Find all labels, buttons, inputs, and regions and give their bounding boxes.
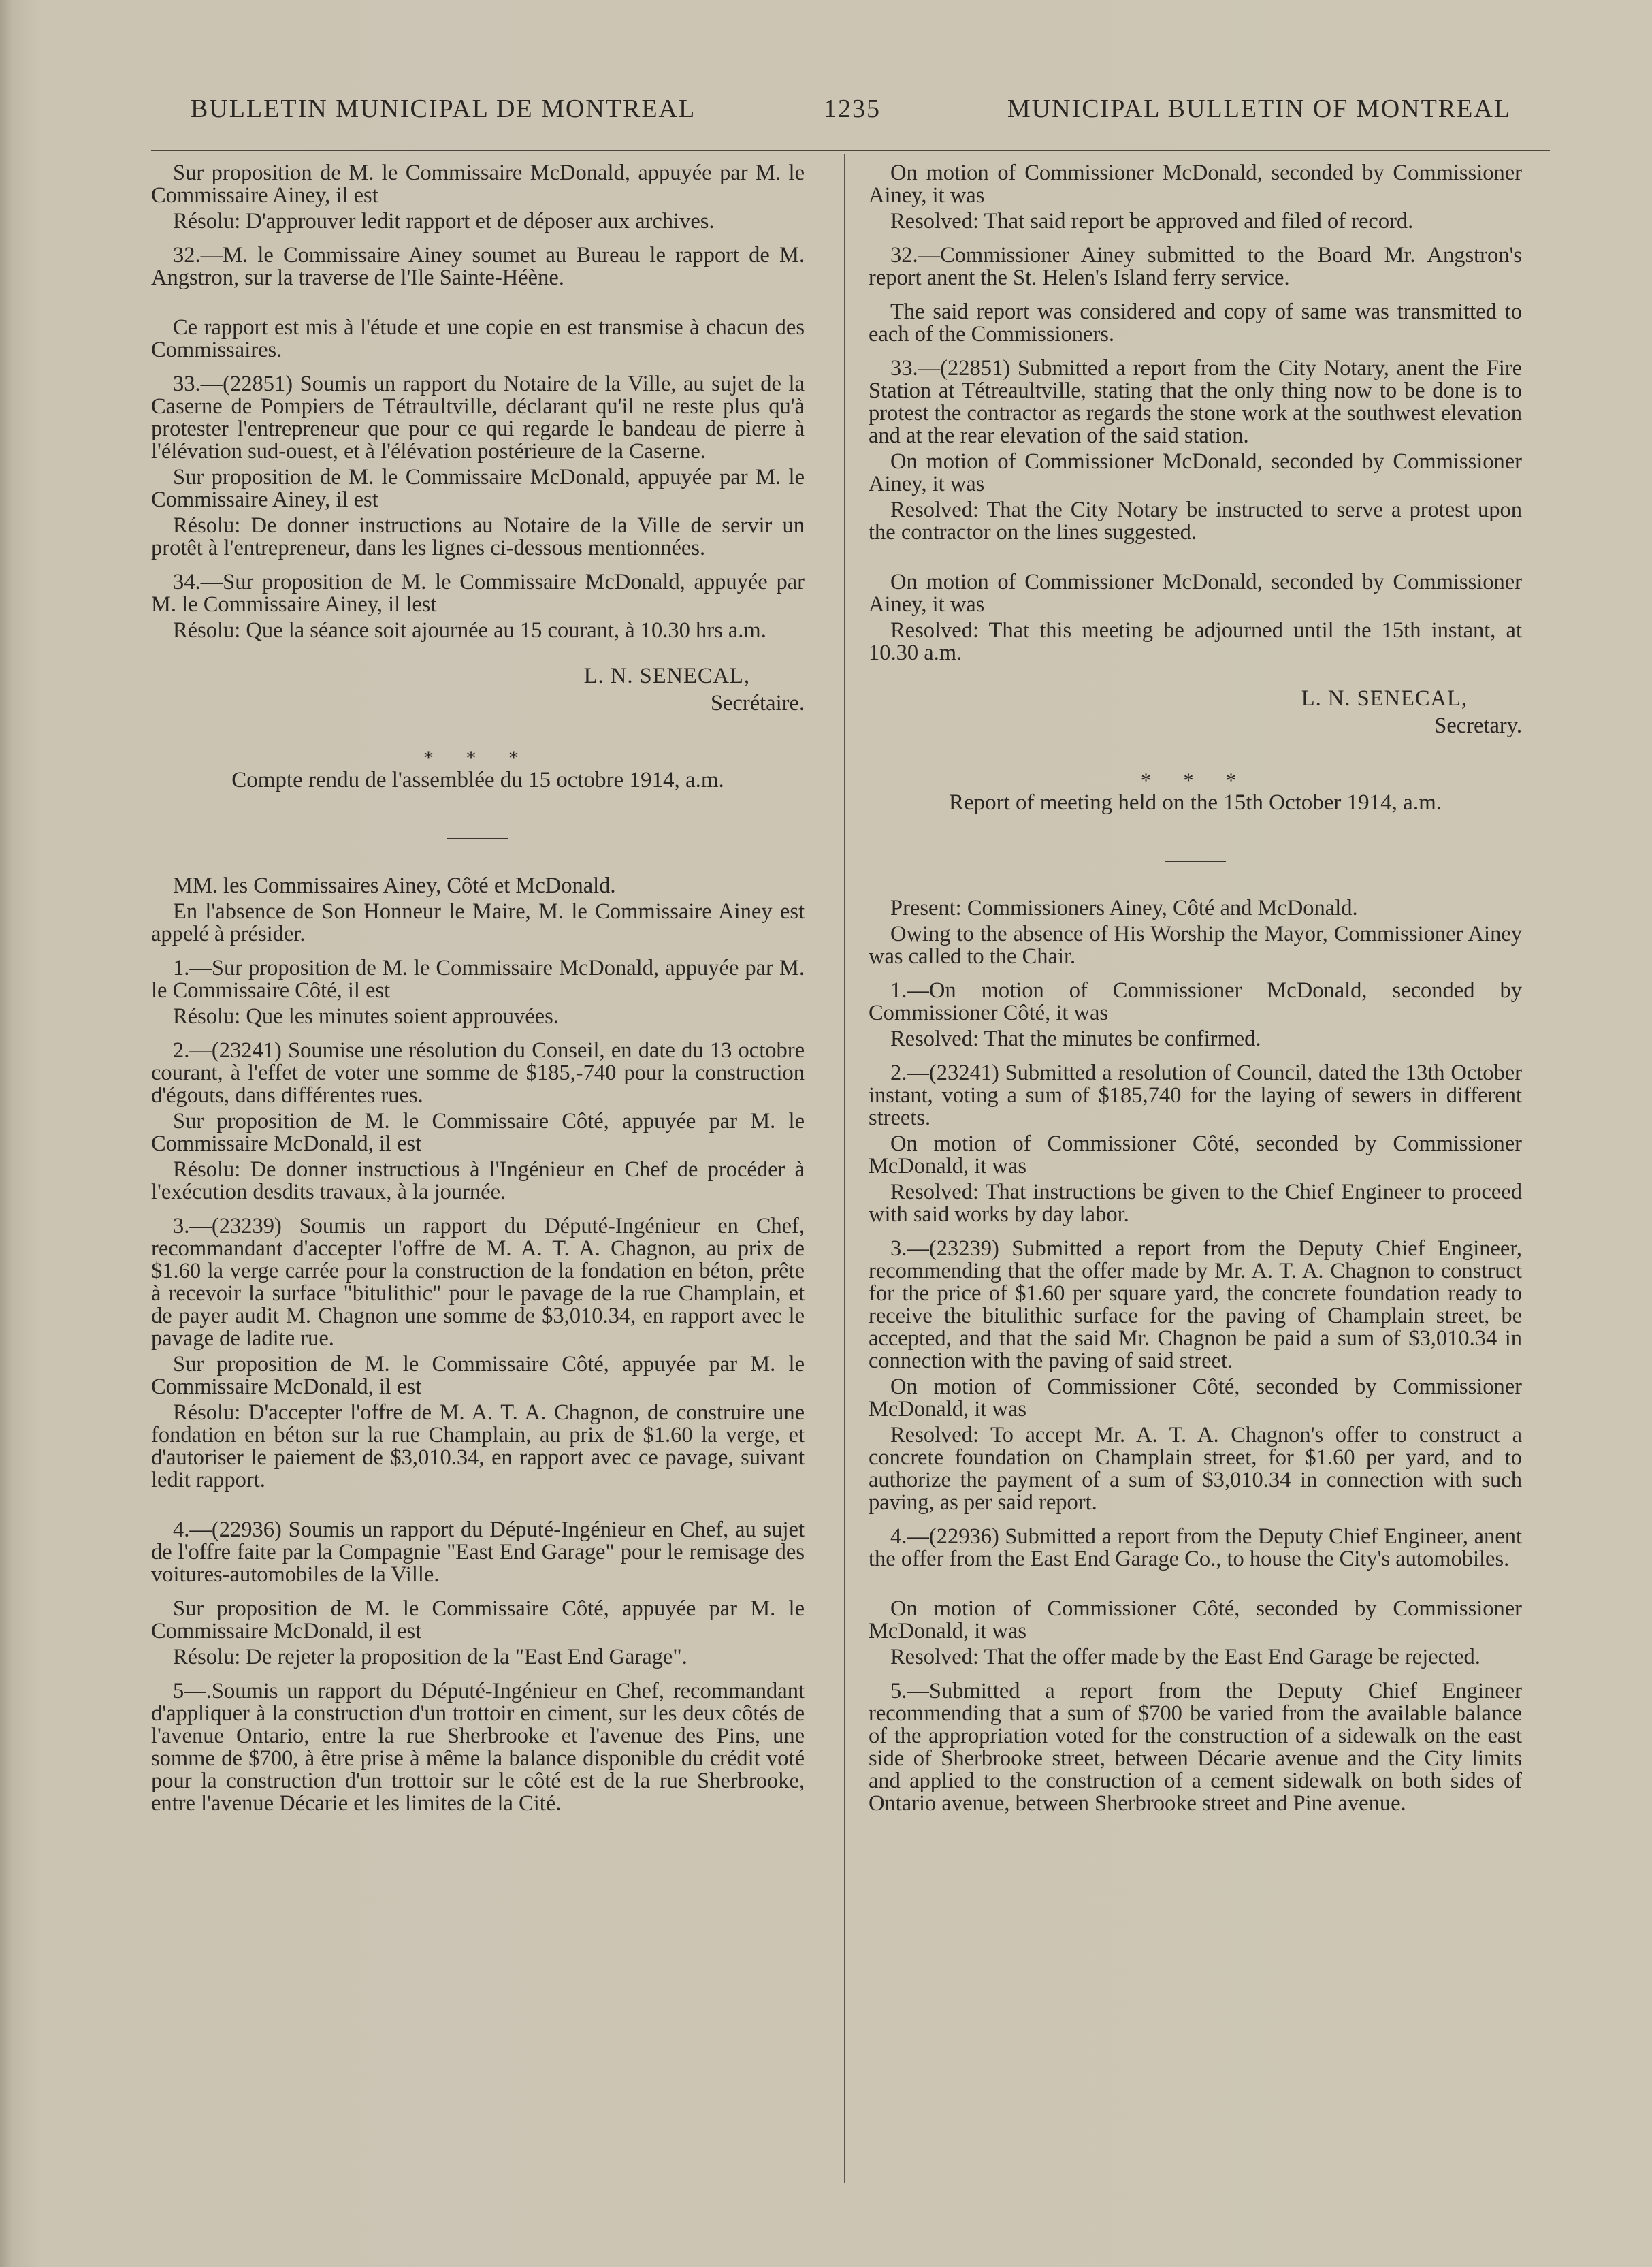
- paragraph: Sur proposition de M. le Commissaire McDonald, appuyée par M. le Commissaire Ainey, il est: [151, 161, 805, 208]
- header-english-title: MUNICIPAL BULLETIN OF MONTREAL: [1007, 95, 1511, 123]
- paragraph: Resolved: That instructions be given to the Chief Engineer to proceed with said works by day labor.: [869, 1180, 1522, 1227]
- paragraph: 4.—(22936) Submitted a report from the Deputy Chief Engineer, anent the offer from the East End Garage Co., to house the City's automobiles.: [869, 1524, 1522, 1571]
- paragraph: 33.—(22851) Submitted a report from the City Notary, anent the Fire Station at Tétreaultville, stating that the only thing now to be done is to protest the contractor as regards the stone work at the southwest elevation and at the rear elevation of the said station.: [869, 356, 1522, 448]
- paragraph: On motion of Commissioner Côté, seconded by Commissioner McDonald, it was: [869, 1131, 1522, 1178]
- paragraph: Resolved: That this meeting be adjourned until the 15th instant, at 10.30 a.m.: [869, 618, 1522, 665]
- paragraph: Résolu: D'accepter l'offre de M. A. T. A. Chagnon, de construire une fondation en béton sur la rue Champlain, au prix de $1.60 la verge, et d'autoriser le paiement de $3,010.34, en rapport avec ce pavage, suivant ledit rapport.: [151, 1400, 805, 1492]
- paragraph: 2.—(23241) Soumise une résolution du Conseil, en date du 13 octobre courant, à l'effet de voter une somme de $185,-740 pour la construction d'égouts, dans différentes rues.: [151, 1038, 805, 1108]
- paragraph: Résolu: De rejeter la proposition de la "East End Garage".: [173, 1645, 687, 1669]
- paragraph: Ce rapport est mis à l'étude et une copie en est transmise à chacun des Commissaires.: [151, 315, 805, 362]
- signature-name: L. N. SENECAL,: [583, 664, 750, 688]
- page-number: 1235: [824, 95, 881, 123]
- paragraph: Résolu: Que les minutes soient approuvées.: [173, 1004, 559, 1029]
- paragraph: The said report was considered and copy of same was transmitted to each of the Commissioners.: [869, 300, 1522, 347]
- short-rule: [447, 838, 508, 839]
- paragraph: 3.—(23239) Submitted a report from the Deputy Chief Engineer, recommending that the offer made by Mr. A. T. A. Chagnon to construct for the price of $1.60 per square yard, the concrete foundation ready to receive the bitulithic surface for the paving of Champlain street, be accepted, and that the said Mr. Chagnon be paid a sum of $3,010.34 in connection with the paving of said street.: [869, 1236, 1522, 1373]
- section-separator: * * *: [423, 747, 532, 769]
- column-divider: [844, 154, 845, 2183]
- paragraph: Résolu: D'approuver ledit rapport et de déposer aux archives.: [173, 209, 715, 234]
- paragraph: 3.—(23239) Soumis un rapport du Député-Ingénieur en Chef, recommandant d'accepter l'offre de M. A. T. A. Chagnon, au prix de $1.60 la verge carrée pour la construction de la fondation en béton, prête à recevoir la surface "bitulithic" pour le pavage de la rue Champlain, et de payer audit M. Chagnon une somme de $3,010.34, en rapport avec le pavage de ladite rue.: [151, 1214, 805, 1351]
- paragraph: Resolved: That the minutes be confirmed.: [890, 1027, 1261, 1051]
- paragraph: MM. les Commissaires Ainey, Côté et McDonald.: [173, 873, 616, 898]
- paragraph: Resolved: To accept Mr. A. T. A. Chagnon's offer to construct a concrete foundation on Champlain street, for $1.60 per yard, and to authorize the payment of a sum of $3,010.34 in connection with such paving, as per said report.: [869, 1423, 1522, 1515]
- paragraph: On motion of Commissioner Côté, seconded by Commissioner McDonald, it was: [869, 1596, 1522, 1643]
- paragraph: Owing to the absence of His Worship the Mayor, Commissioner Ainey was called to the Chair.: [869, 922, 1522, 969]
- paragraph: 5.—Submitted a report from the Deputy Chief Engineer recommending that a sum of $700 be varied from the available balance of the appropriation voted for the construction of a sidewalk on the east side of Sherbrooke street, between Décarie avenue and the City limits and applied to the construction of a cement sidewalk on both sides of Ontario avenue, between Sherbrooke street and Pine avenue.: [869, 1679, 1522, 1816]
- paragraph: Resolved: That said report be approved and filed of record.: [890, 209, 1414, 234]
- english-column: [869, 162, 1522, 1827]
- paragraph: Résolu: De donner instructious à l'Ingénieur en Chef de procéder à l'exécution desdits travaux, à la journée.: [151, 1157, 805, 1204]
- report-title: Report of meeting held on the 15th October 1914, a.m.: [948, 790, 1442, 815]
- signature-block: [869, 685, 1522, 739]
- paragraph: 34.—Sur proposition de M. le Commissaire McDonald, appuyée par M. le Commissaire Ainey, il lest: [151, 570, 805, 617]
- paragraph: Sur proposition de M. le Commissaire McDonald, appuyée par M. le Commissaire Ainey, il est: [151, 465, 805, 512]
- paragraph: Resolved: That the offer made by the East End Garage be rejected.: [890, 1645, 1480, 1669]
- short-rule: [1165, 861, 1226, 862]
- signature-name: L. N. SENECAL,: [1301, 686, 1468, 711]
- header-french-title: BULLETIN MUNICIPAL DE MONTREAL: [191, 95, 696, 123]
- signature-block: [151, 662, 805, 717]
- paragraph: On motion of Commissioner McDonald, seconded by Commissioner Ainey, it was: [869, 161, 1522, 208]
- paragraph: Present: Commissioners Ainey, Côté and McDonald.: [890, 896, 1358, 920]
- paragraph: Résolu: Que la séance soit ajournée au 15 courant, à 10.30 hrs a.m.: [173, 618, 766, 643]
- paragraph: 1.—On motion of Commissioner McDonald, seconded by Commissioner Côté, it was: [869, 978, 1522, 1025]
- paragraph: 32.—M. le Commissaire Ainey soumet au Bureau le rapport de M. Angstron, sur la traverse de l'Ile Sainte-Héène.: [151, 243, 805, 290]
- report-title: Compte rendu de l'assemblée du 15 octobre 1914, a.m.: [231, 768, 724, 792]
- paragraph: On motion of Commissioner McDonald, seconded by Commissioner Ainey, it was: [869, 570, 1522, 617]
- paragraph: Resolved: That the City Notary be instructed to serve a protest upon the contractor on the lines suggested.: [869, 498, 1522, 545]
- header-rule: [151, 150, 1550, 151]
- signature-role: Secrétaire.: [710, 691, 805, 716]
- paragraph: Sur proposition de M. le Commissaire Côté, appuyée par M. le Commissaire McDonald, il est: [151, 1352, 805, 1399]
- paragraph: 32.—Commissioner Ainey submitted to the Board Mr. Angstron's report anent the St. Helen's Island ferry service.: [869, 243, 1522, 290]
- paragraph: En l'absence de Son Honneur le Maire, M. le Commissaire Ainey est appelé à présider.: [151, 899, 805, 946]
- paragraph: 5—.Soumis un rapport du Député-Ingénieur en Chef, recommandant d'appliquer à la construction d'un trottoir en ciment, sur les deux côtés de l'avenue Ontario, entre la rue Sherbrooke et l'avenue des Pins, une somme de $700, à être prise à même la balance disponible du crédit voté pour la construction d'un trottoir sur le côté est de la rue Sherbrooke, entre l'avenue Décarie et les limites de la Cité.: [151, 1679, 805, 1816]
- section-separator: * * *: [1141, 769, 1250, 792]
- paragraph: 1.—Sur proposition de M. le Commissaire McDonald, appuyée par M. le Commissaire Côté, il est: [151, 956, 805, 1003]
- paragraph: On motion of Commissioner Côté, seconded by Commissioner McDonald, it was: [869, 1374, 1522, 1421]
- signature-role: Secretary.: [1434, 713, 1522, 738]
- paragraph: 2.—(23241) Submitted a resolution of Council, dated the 13th October instant, voting a sum of $185,740 for the laying of sewers in different streets.: [869, 1061, 1522, 1130]
- paragraph: 33.—(22851) Soumis un rapport du Notaire de la Ville, au sujet de la Caserne de Pompiers de Tétraultville, déclarant qu'il ne reste plus qu'à protester l'entrepreneur que pour ce qui regarde le bandeau de pierre à l'élévation sud-ouest, et à l'élévation postérieure de la Caserne.: [151, 372, 805, 464]
- running-header: [191, 94, 1511, 135]
- paragraph: Sur proposition de M. le Commissaire Côté, appuyée par M. le Commissaire McDonald, il est: [151, 1109, 805, 1156]
- french-column: [151, 162, 805, 1827]
- paragraph: Résolu: De donner instructions au Notaire de la Ville de servir un protêt à l'entrepreneur, dans les lignes ci-dessous mentionnées.: [151, 513, 805, 560]
- paragraph: On motion of Commissioner McDonald, seconded by Commissioner Ainey, it was: [869, 449, 1522, 496]
- paragraph: Sur proposition de M. le Commissaire Côté, appuyée par M. le Commissaire McDonald, il est: [151, 1596, 805, 1643]
- paragraph: 4.—(22936) Soumis un rapport du Député-Ingénieur en Chef, au sujet de l'offre faite par la Compagnie "East End Garage" pour le remisage des voitures-automobiles de la Ville.: [151, 1517, 805, 1587]
